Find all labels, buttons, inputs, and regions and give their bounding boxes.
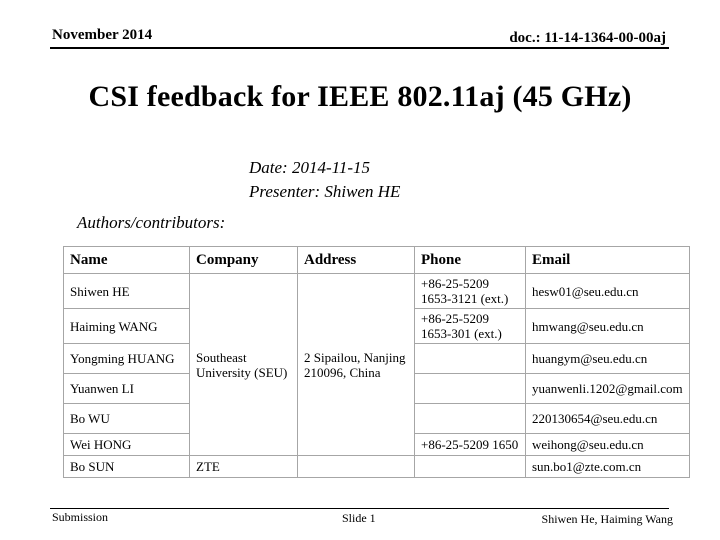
cell-company-seu: Southeast University (SEU)	[190, 274, 298, 456]
cell-name: Shiwen HE	[64, 274, 190, 309]
header-date: November 2014	[52, 27, 153, 43]
cell-phone	[415, 456, 526, 478]
cell-phone	[415, 374, 526, 404]
footer-rule	[50, 508, 669, 509]
table-row	[64, 274, 690, 309]
cell-phone: +86-25-5209 1650	[415, 434, 526, 456]
col-header-phone: Phone	[415, 247, 526, 274]
cell-name: Haiming WANG	[64, 309, 190, 344]
cell-phone: +86-25-5209 1653-3121 (ext.)	[415, 274, 526, 309]
footer-submission: Submission	[52, 510, 109, 524]
meta-block	[249, 156, 400, 204]
table-row	[64, 456, 690, 478]
header-rule	[50, 47, 669, 49]
table-header-row	[64, 247, 690, 274]
cell-address-seu: 2 Sipailou, Nanjing 210096, China	[298, 274, 415, 456]
slide-title: CSI feedback for IEEE 802.11aj (45 GHz)	[88, 80, 632, 113]
col-header-address: Address	[298, 247, 415, 274]
cell-email: huangym@seu.edu.cn	[526, 344, 690, 374]
footer-slide-number: Slide 1	[342, 511, 376, 525]
cell-phone: +86-25-5209 1653-301 (ext.)	[415, 309, 526, 344]
cell-name: Bo SUN	[64, 456, 190, 478]
cell-email: hesw01@seu.edu.cn	[526, 274, 690, 309]
cell-email: yuanwenli.1202@gmail.com	[526, 374, 690, 404]
cell-email: sun.bo1@zte.com.cn	[526, 456, 690, 478]
cell-name: Yuanwen LI	[64, 374, 190, 404]
authors-table	[63, 246, 690, 478]
cell-name: Bo WU	[64, 404, 190, 434]
header-doc-id: doc.: 11-14-1364-00-00aj	[509, 30, 666, 46]
cell-email: weihong@seu.edu.cn	[526, 434, 690, 456]
cell-name: Wei HONG	[64, 434, 190, 456]
col-header-name: Name	[64, 247, 190, 274]
col-header-company: Company	[190, 247, 298, 274]
cell-phone	[415, 344, 526, 374]
cell-email: hmwang@seu.edu.cn	[526, 309, 690, 344]
authors-label: Authors/contributors:	[77, 213, 226, 232]
cell-company: ZTE	[190, 456, 298, 478]
cell-email: 220130654@seu.edu.cn	[526, 404, 690, 434]
cell-phone	[415, 404, 526, 434]
cell-address	[298, 456, 415, 478]
cell-name: Yongming HUANG	[64, 344, 190, 374]
meta-presenter: Presenter: Shiwen HE	[249, 182, 401, 201]
footer-authors: Shiwen He, Haiming Wang	[541, 512, 673, 526]
meta-date: Date: 2014-11-15	[249, 158, 371, 177]
col-header-email: Email	[526, 247, 690, 274]
